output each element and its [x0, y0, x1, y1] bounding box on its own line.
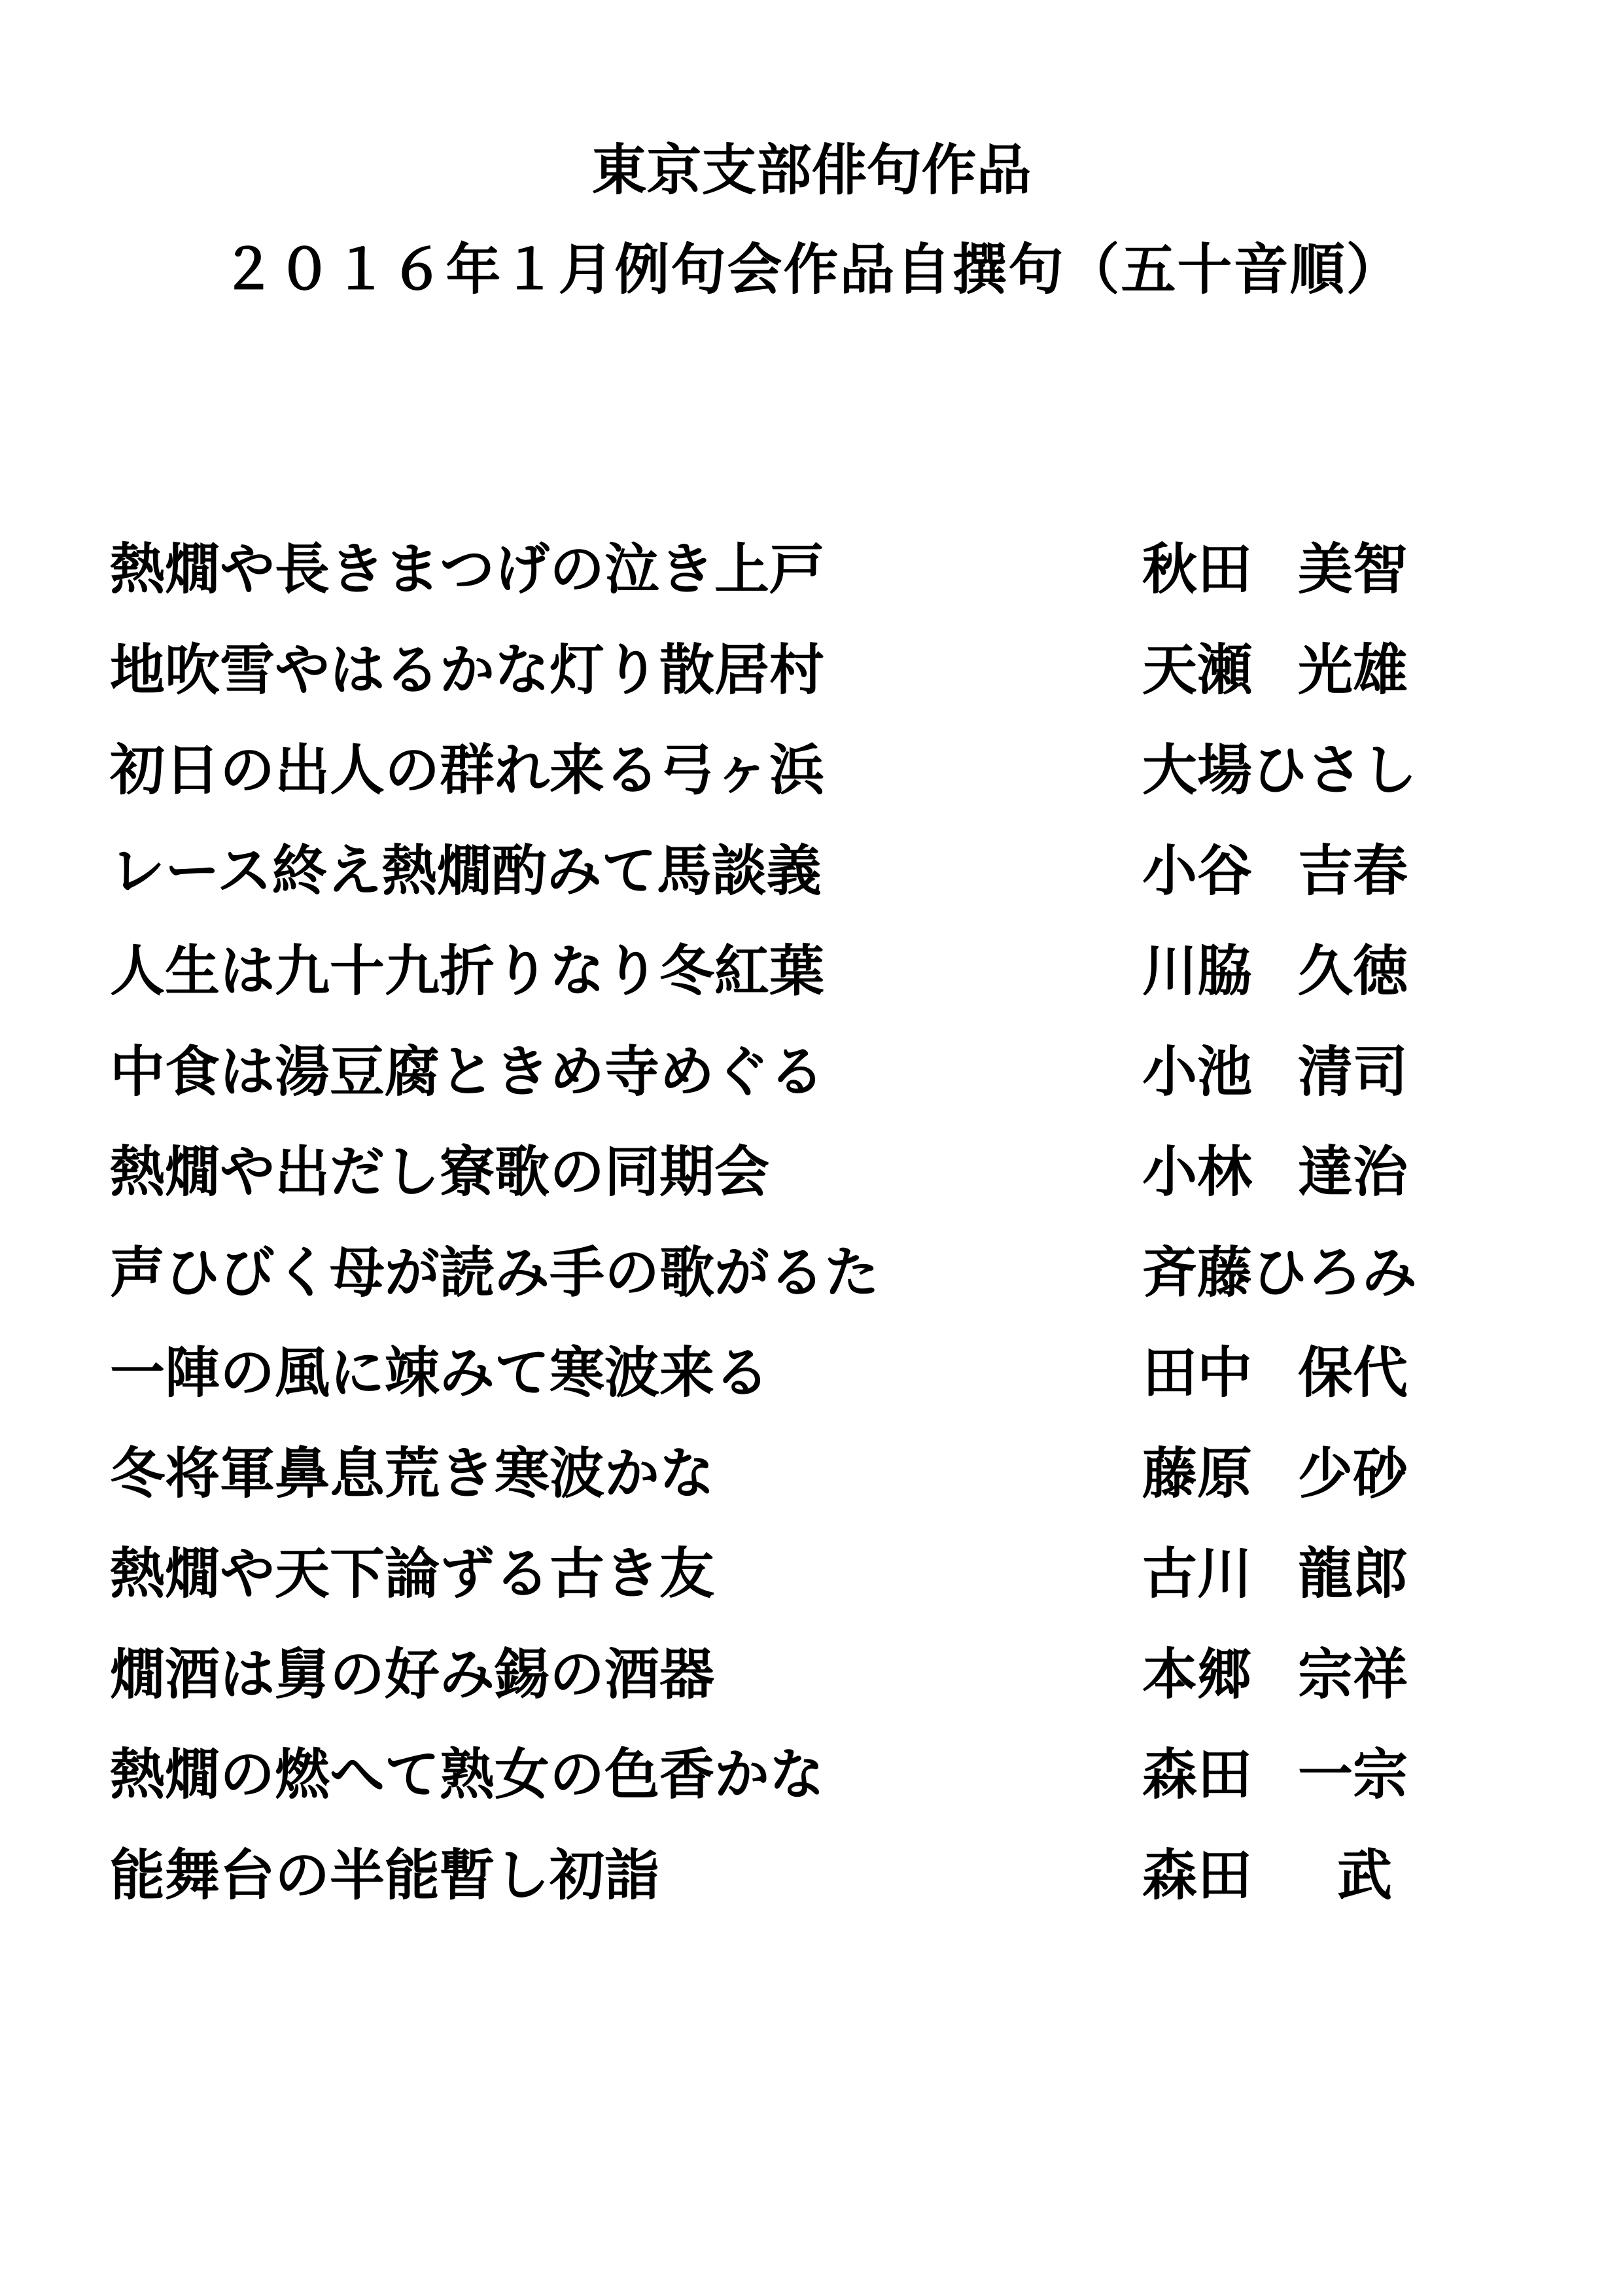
- haiku-row: [110, 537, 1523, 637]
- author-given-name: 清司: [1298, 1039, 1408, 1104]
- haiku-text: 人生は九十九折りなり冬紅葉: [110, 939, 825, 1003]
- haiku-row: [110, 1642, 1523, 1742]
- author-name: [1142, 1742, 1408, 1807]
- author-surname: 斉藤ひろみ: [1142, 1240, 1418, 1305]
- author-given-name: 武: [1337, 1843, 1393, 1907]
- haiku-text: 熱燗や天下論ずる古き友: [110, 1542, 715, 1606]
- author-surname: 森田: [1142, 1843, 1253, 1907]
- author-given-name: 少砂: [1298, 1441, 1408, 1506]
- haiku-text: 地吹雪やはるかな灯り散居村: [110, 637, 825, 702]
- author-name: [1142, 737, 1417, 803]
- author-surname: 天瀬: [1142, 637, 1253, 702]
- haiku-text: 声ひびく母が読み手の歌がるた: [110, 1240, 880, 1305]
- author-name: [1142, 1441, 1408, 1506]
- haiku-text: 一陣の風に竦みて寒波来る: [110, 1341, 770, 1405]
- author-given-name: 宗祥: [1298, 1642, 1408, 1706]
- author-given-name: 美智: [1298, 537, 1408, 601]
- author-surname: 小谷: [1142, 838, 1253, 903]
- author-surname: 藤原: [1142, 1441, 1253, 1506]
- haiku-text: 熱燗の燃へて熟女の色香かな: [110, 1742, 825, 1807]
- author-name: [1142, 1139, 1408, 1205]
- author-surname: 本郷: [1142, 1642, 1253, 1706]
- author-surname: 古川: [1142, 1542, 1253, 1606]
- haiku-row: [110, 1340, 1523, 1441]
- author-name: [1142, 637, 1408, 703]
- haiku-text: 燗酒は舅の好み錫の酒器: [110, 1642, 715, 1706]
- author-name: [1142, 1843, 1392, 1908]
- author-surname: 大場ひさし: [1142, 738, 1418, 802]
- haiku-row: [110, 1139, 1523, 1240]
- haiku-row: [110, 1843, 1523, 1943]
- haiku-row: [110, 838, 1523, 939]
- haiku-text: 中食は湯豆腐ときめ寺めぐる: [110, 1039, 825, 1104]
- author-surname: 小林: [1142, 1140, 1253, 1204]
- haiku-row: [110, 1541, 1523, 1642]
- author-given-name: 一宗: [1298, 1742, 1408, 1807]
- haiku-row: [110, 1240, 1523, 1341]
- author-given-name: 吉春: [1298, 838, 1408, 903]
- author-given-name: 達治: [1298, 1140, 1408, 1204]
- author-surname: 川脇: [1142, 939, 1253, 1003]
- author-surname: 田中: [1142, 1341, 1253, 1405]
- author-name: [1142, 1039, 1408, 1104]
- author-surname: 小池: [1142, 1039, 1253, 1104]
- author-name: [1142, 1642, 1408, 1707]
- author-name: [1142, 938, 1408, 1004]
- haiku-text: 冬将軍鼻息荒き寒波かな: [110, 1441, 715, 1506]
- haiku-text: 熱燗や長きまつげの泣き上戸: [110, 537, 825, 601]
- author-given-name: 光雄: [1298, 637, 1408, 702]
- author-name: [1142, 537, 1408, 602]
- author-name: [1142, 1240, 1417, 1305]
- haiku-text: 初日の出人の群れ来る弓ヶ浜: [110, 738, 825, 802]
- haiku-text: レース終え熱燗酌みて馬談義: [110, 838, 822, 903]
- author-name: [1142, 838, 1408, 904]
- author-surname: 秋田: [1142, 537, 1253, 601]
- author-given-name: 久徳: [1298, 939, 1408, 1003]
- haiku-row: [110, 1039, 1523, 1140]
- haiku-row: [110, 938, 1523, 1039]
- haiku-row: [110, 1441, 1523, 1542]
- page-subtitle: ２０１６年１月例句会作品自撰句（五十音順）: [220, 238, 1403, 302]
- haiku-row: [110, 1742, 1523, 1843]
- author-surname: 森田: [1142, 1742, 1253, 1807]
- haiku-text: 熱燗や出だし寮歌の同期会: [110, 1140, 770, 1204]
- haiku-list: [110, 537, 1523, 1943]
- author-name: [1142, 1340, 1408, 1405]
- haiku-row: [110, 737, 1523, 838]
- author-given-name: 保代: [1298, 1341, 1408, 1405]
- haiku-row: [110, 637, 1523, 738]
- page-title: 東京支部俳句作品: [591, 138, 1032, 202]
- author-name: [1142, 1541, 1408, 1606]
- haiku-text: 能舞台の半能暫し初詣: [110, 1843, 660, 1907]
- author-given-name: 龍郎: [1298, 1542, 1408, 1606]
